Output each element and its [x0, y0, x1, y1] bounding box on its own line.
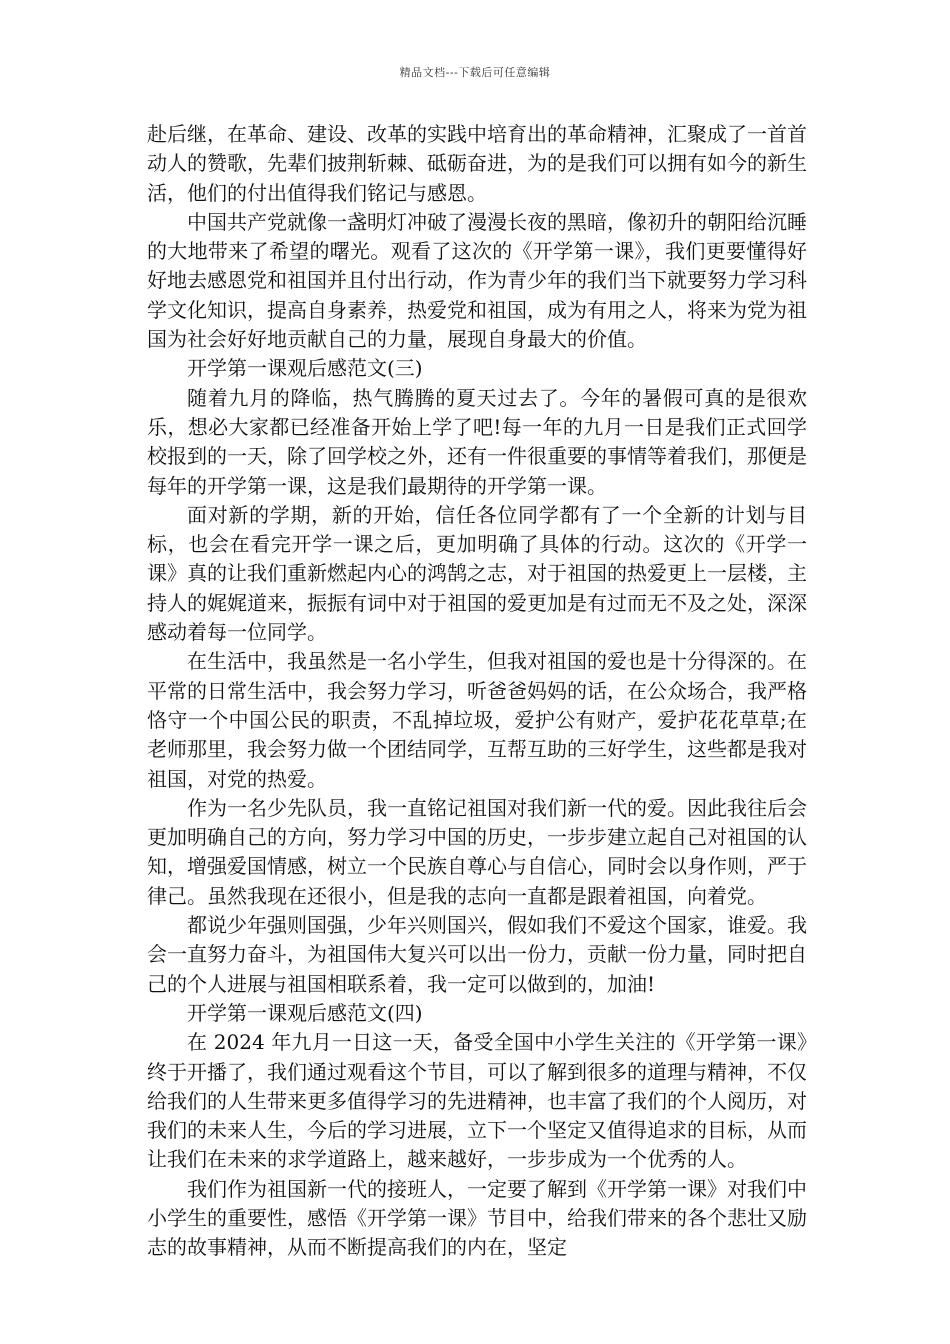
- document-body: [147, 120, 807, 1263]
- section-heading-4: 开学第一课观后感范文(四): [187, 1000, 423, 1025]
- paragraph-1: 赴后继，在革命、建设、改革的实践中培育出的革命精神，汇聚成了一首首动人的赞歌，先辈们披荆斩棘、砥砺奋进，为的是我们可以拥有如今的新生活，他们的付出值得我们铭记与感恩。: [147, 122, 807, 205]
- paragraph-2: 中国共产党就像一盏明灯冲破了漫漫长夜的黑暗，像初升的朝阳给沉睡的大地带来了希望的曙光。观看了这次的《开学第一课》，我们更要懂得好好地去感恩党和祖国并且付出行动，作为青少年的我们当下就要努力学习科学文化知识，提高自身素养，热爱党和祖国，成为有用之人，将来为党为祖国为社会好好地贡献自己的力量，展现自身最大的价值。: [147, 209, 807, 352]
- paragraph-3: 随着九月的降临，热气腾腾的夏天过去了。今年的暑假可真的是很欢乐，想必大家都已经准备开始上学了吧!每一年的九月一日是我们正式回学校报到的一天，除了回学校之外，还有一件很重要的事情等着我们，那便是每年的开学第一课，这是我们最期待的开学第一课。: [147, 385, 807, 498]
- paragraph-9: 我们作为祖国新一代的接班人，一定要了解到《开学第一课》对我们中小学生的重要性，感悟《开学第一课》节目中，给我们带来的各个悲壮又励志的故事精神，从而不断提高我们的内在，坚定: [147, 1176, 807, 1260]
- paragraph-5: 在生活中，我虽然是一名小学生，但我对祖国的爱也是十分得深的。在平常的日常生活中，我会努力学习，听爸爸妈妈的话，在公众场合，我严格恪守一个中国公民的职责，不乱掉垃圾，爱护公有财产，爱护花花草草;在老师那里，我会努力做一个团结同学，互帮互助的三好学生，这些都是我对祖国，对党的热爱。: [147, 649, 807, 791]
- paragraph-8: 在 2024 年九月一日这一天，备受全国中小学生关注的《开学第一课》终于开播了，我们通过观看这个节目，可以了解到很多的道理与精神，不仅给我们的人生带来更多值得学习的先进精神，也丰富了我们的个人阅历，对我们的未来人生，今后的学习进展，立下一个坚定又值得追求的目标，从而让我们在未来的求学道路上，越来越好，一步步成为一个优秀的人。: [147, 1030, 807, 1172]
- paragraph-7: 都说少年强则国强，少年兴则国兴，假如我们不爱这个国家，谁爱。我会一直努力奋斗，为祖国伟大复兴可以出一份力，贡献一份力量，同时把自己的个人进展与祖国相联系着，我一定可以做到的，加油!: [147, 913, 807, 996]
- section-heading-3: 开学第一课观后感范文(三): [187, 356, 423, 381]
- page-header: 精品文档---下载后可任意编辑: [399, 66, 551, 79]
- paragraph-4: 面对新的学期，新的开始，信任各位同学都有了一个全新的计划与目标，也会在看完开学一课之后，更加明确了具体的行动。这次的《开学一课》真的让我们重新燃起内心的鸿鹄之志，对于祖国的热爱更上一层楼，主持人的娓娓道来，振振有词中对于祖国的爱更加是有过而无不及之处，深深感动着每一位同学。: [147, 502, 807, 645]
- paragraph-6: 作为一名少先队员，我一直铭记祖国对我们新一代的爱。因此我往后会更加明确自己的方向，努力学习中国的历史，一步步建立起自己对祖国的认知，增强爱国情感，树立一个民族自尊心与自信心，同时会以身作则，严于律己。虽然我现在还很小，但是我的志向一直都是跟着祖国，向着党。: [147, 795, 807, 908]
